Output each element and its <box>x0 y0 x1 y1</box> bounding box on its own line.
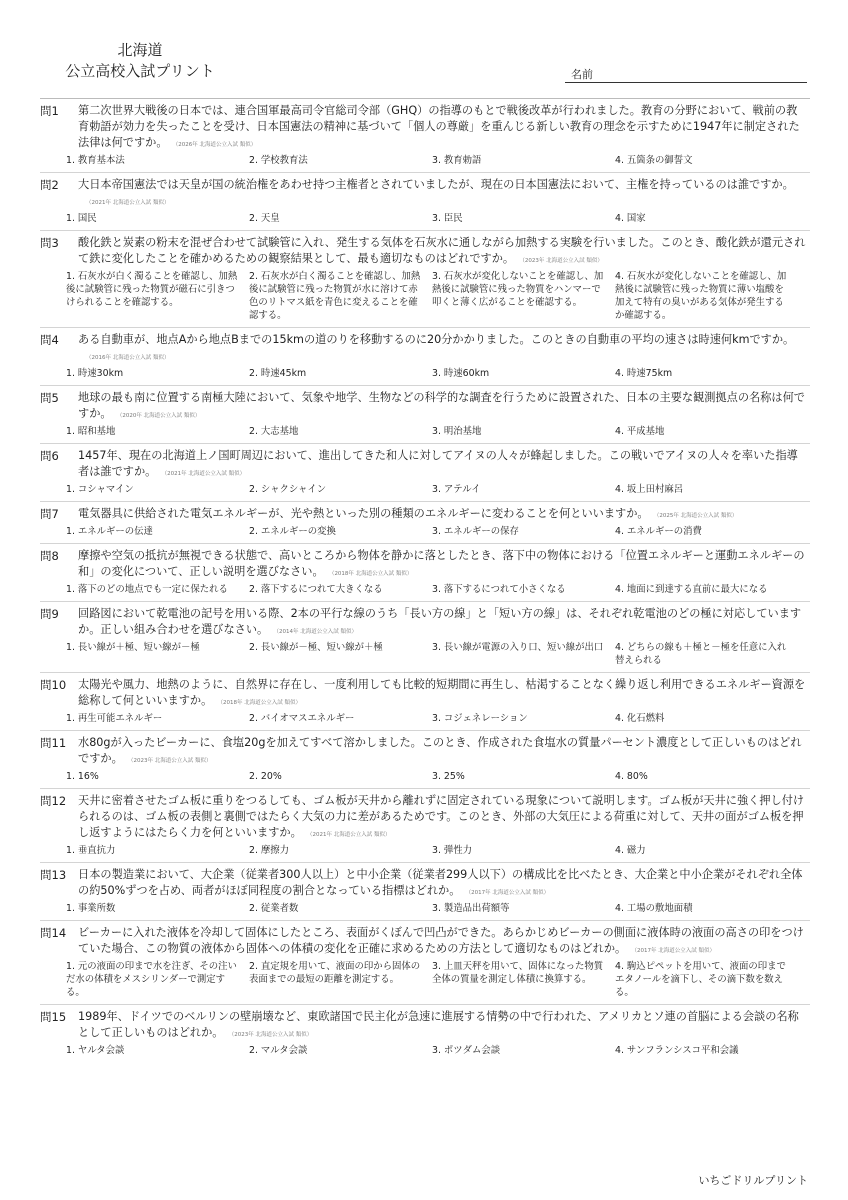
question-block <box>40 327 810 380</box>
answer-option[interactable]: 2. シャクシャイン <box>249 484 327 495</box>
answer-option[interactable]: 4. 地面に到達する直前に最大になる <box>615 584 768 595</box>
answer-option[interactable]: 3. 教育勅語 <box>432 155 482 166</box>
answer-option[interactable]: 3. 長い線が電源の入り口、短い線が出口 <box>432 642 604 653</box>
answer-options <box>66 960 810 999</box>
answer-option[interactable]: 2. 20% <box>249 771 282 782</box>
answer-option[interactable]: 1. エネルギーの伝達 <box>66 526 153 537</box>
question-text <box>78 506 810 524</box>
question-number: 問2 <box>40 178 59 192</box>
answer-option[interactable]: 4. 工場の敷地面積 <box>615 903 693 914</box>
name-label: 名前 <box>571 68 593 81</box>
answer-option[interactable]: 1. ヤルタ会談 <box>66 1045 125 1056</box>
answer-option[interactable]: 4. 時速75km <box>615 368 673 379</box>
question-row <box>40 735 810 769</box>
answer-options <box>66 902 810 915</box>
answer-option[interactable]: 2. マルタ会談 <box>249 1045 308 1056</box>
answer-option[interactable]: 2. 天皇 <box>249 213 280 224</box>
question-block <box>40 230 810 322</box>
question-text <box>78 793 810 843</box>
answer-options <box>66 844 810 857</box>
question-number: 問1 <box>40 104 59 118</box>
question-row <box>40 506 810 524</box>
question-block <box>40 385 810 438</box>
question-row <box>40 390 810 424</box>
answer-options <box>66 1044 810 1057</box>
title-region: 北海道 <box>117 41 163 59</box>
footer-brand: いちごドリルプリント <box>698 1174 808 1187</box>
answer-option[interactable]: 3. 弾性力 <box>432 845 473 856</box>
question-text <box>78 332 810 366</box>
answer-options <box>66 641 810 667</box>
answer-option[interactable]: 3. エネルギーの保存 <box>432 526 519 537</box>
name-field[interactable] <box>565 62 807 83</box>
question-source: （2020年 北海道公立入試 類似） <box>119 413 201 419</box>
question-source: （2016年 北海道公立入試 類似） <box>86 355 170 361</box>
question-body: 第二次世界大戦後の日本では、連合国軍最高司令官総司令部（GHQ）の指導のもとで戦後改革が行われました。教育の分野において、戦前の教育勅語が効力を失ったことを受け、日本国憲法の精神に基づいて「個人の尊厳」を重んじる新しい教育の理念を示すために1947年に制定された法律は何ですか。 <box>78 104 800 149</box>
answer-option[interactable]: 2. 長い線が－極、短い線が＋極 <box>249 642 383 653</box>
question-source: （2021年 北海道公立入試 類似） <box>164 471 246 477</box>
answer-option[interactable]: 4. 坂上田村麻呂 <box>615 484 684 495</box>
question-number: 問3 <box>40 236 59 250</box>
answer-option[interactable]: 4. どちらの線も＋極と－極を任意に入れ替えられる <box>615 642 787 666</box>
question-number: 問15 <box>40 1010 67 1024</box>
answer-option[interactable]: 3. 明治基地 <box>432 426 482 437</box>
answer-option[interactable]: 2. 摩擦力 <box>249 845 290 856</box>
answer-option[interactable]: 1. 再生可能エネルギー <box>66 713 163 724</box>
answer-option[interactable]: 4. 石灰水が変化しないことを確認し、加熱後に試験管に残った物質に薄い塩酸を加えて特有の臭いがある気体が発生するか確認する。 <box>615 271 787 321</box>
question-body: 酸化鉄と炭素の粉末を混ぜ合わせて試験管に入れ、発生する気体を石灰水に通しながら加熱する実験を行いました。このとき、酸化鉄が還元されて鉄に変化したことを確かめるための観察結果として、最も適切なものはどれですか。 <box>78 236 806 265</box>
question-body: 太陽光や風力、地熱のように、自然界に存在し、一度利用しても比較的短期間に再生し、枯渇することなく繰り返し利用できるエネルギー資源を総称して何といいますか。 <box>78 678 806 707</box>
answer-option[interactable]: 2. 直定規を用いて、液面の印から固体の表面までの最短の距離を測定する。 <box>249 961 421 985</box>
question-block <box>40 172 810 225</box>
question-block <box>40 672 810 725</box>
question-number: 問8 <box>40 549 59 563</box>
question-number: 問9 <box>40 607 59 621</box>
answer-option[interactable]: 3. ポツダム会談 <box>432 1045 501 1056</box>
question-block <box>40 920 810 999</box>
answer-option[interactable]: 1. 元の液面の印まで水を注ぎ、その注いだ水の体積をメスシリンダーで測定する。 <box>66 961 237 998</box>
question-number: 問11 <box>40 736 67 750</box>
question-source: （2021年 北海道公立入試 類似） <box>309 832 391 838</box>
question-source: （2023年 北海道公立入試 類似） <box>130 758 212 764</box>
answer-option[interactable]: 2. 石灰水が白く濁ることを確認し、加熱後に試験管に残った物質が水に溶けて赤色のリトマス紙を青色に変えることを確認する。 <box>249 271 421 321</box>
answer-option[interactable]: 3. 時速60km <box>432 368 490 379</box>
question-text <box>78 925 810 959</box>
question-row <box>40 867 810 901</box>
question-number: 問13 <box>40 868 67 882</box>
answer-option[interactable]: 1. 昭和基地 <box>66 426 116 437</box>
question-source: （2023年 北海道公立入試 類似） <box>522 258 603 264</box>
question-number: 問6 <box>40 449 59 463</box>
answer-options <box>66 425 810 438</box>
answer-option[interactable]: 4. 磁力 <box>615 845 646 856</box>
question-number: 問14 <box>40 926 67 940</box>
answer-options <box>66 270 810 322</box>
answer-option[interactable]: 1. 16% <box>66 771 99 782</box>
question-block <box>40 862 810 915</box>
answer-option[interactable]: 4. 化石燃料 <box>615 713 665 724</box>
answer-options <box>66 367 810 380</box>
question-text <box>78 735 810 769</box>
question-block <box>40 788 810 857</box>
question-text <box>78 235 810 269</box>
answer-options <box>66 154 810 167</box>
question-source: （2014年 北海道公立入試 類似） <box>276 629 357 635</box>
question-body: 1989年、ドイツでのベルリンの壁崩壊など、東欧諸国で民主化が急速に進展する情勢の中で行われた、アメリカとソ連の首脳による会談の名称として正しいものはどれか。 <box>78 1010 799 1039</box>
answer-option[interactable]: 3. 25% <box>432 771 465 782</box>
question-source: （2017年 北海道公立入試 類似） <box>468 890 550 896</box>
question-row <box>40 925 810 959</box>
title-subject: 公立高校入試プリント <box>65 62 215 80</box>
question-body: 日本の製造業において、大企業（従業者300人以上）と中小企業（従業者299人以下）の構成比を比べたとき、大企業と中小企業がそれぞれ全体の約50%ずつを占め、両者がほぼ同程度の割合となっている指標はどれか。 <box>78 868 803 897</box>
answer-option[interactable]: 3. 臣民 <box>432 213 463 224</box>
question-number: 問4 <box>40 333 59 347</box>
question-row <box>40 177 810 211</box>
question-source: （2026年 北海道公立入試 類似） <box>175 142 257 148</box>
question-body: 天井に密着させたゴム板に重りをつるしても、ゴム板が天井から離れずに固定されている現象について説明します。ゴム板が天井に強く押し付けられるのは、ゴム板の表側と裏側ではたらく大気の力に差があるためです。このとき、外部の大気圧による荷重に対して、天井の面がゴム板を押し返すようにはたらく力を何といいますか。 <box>78 794 805 839</box>
question-row <box>40 677 810 711</box>
question-body: 地球の最も南に位置する南極大陸において、気象や地学、生物などの科学的な調査を行うために設置された、日本の主要な観測拠点の名称は何ですか。 <box>78 391 805 420</box>
question-row <box>40 793 810 843</box>
answer-option[interactable]: 2. 落下するにつれて大きくなる <box>249 584 383 595</box>
question-block <box>40 1004 810 1057</box>
question-source: （2023年 北海道公立入試 類似） <box>231 1032 313 1038</box>
answer-options <box>66 583 810 596</box>
question-text <box>78 677 810 711</box>
question-block <box>40 543 810 596</box>
answer-option[interactable]: 3. アテルイ <box>432 484 481 495</box>
question-body: 水80gが入ったビーカーに、食塩20gを加えてすべて溶かしました。このとき、作成された食塩水の質量パーセント濃度として正しいものはどれですか。 <box>78 736 802 765</box>
question-text <box>78 103 810 153</box>
answer-option[interactable]: 2. 従業者数 <box>249 903 299 914</box>
answer-option[interactable]: 1. 石灰水が白く濁ることを確認し、加熱後に試験管に残った物質が磁石に引きつけられることを確認する。 <box>66 271 238 308</box>
answer-option[interactable]: 1. 落下のどの地点でも一定に保たれる <box>66 584 228 595</box>
question-row <box>40 332 810 366</box>
question-text <box>78 390 810 424</box>
answer-options <box>66 770 810 783</box>
question-block <box>40 601 810 667</box>
answer-option[interactable]: 2. 大志基地 <box>249 426 299 437</box>
answer-option[interactable]: 3. 上皿天秤を用いて、固体になった物質全体の質量を測定し体積に換算する。 <box>432 961 604 985</box>
answer-options <box>66 712 810 725</box>
answer-option[interactable]: 3. 石灰水が変化しないことを確認し、加熱後に試験管に残った物質をハンマーで叩くと薄く広がることを確認する。 <box>432 271 604 308</box>
question-number: 問7 <box>40 507 59 521</box>
question-body: 1457年、現在の北海道上ノ国町周辺において、進出してきた和人に対してアイヌの人々が蜂起しました。この戦いでアイヌの人々を率いた指導者は誰ですか。 <box>78 449 798 478</box>
question-text <box>78 177 810 211</box>
question-text <box>78 448 810 482</box>
answer-option[interactable]: 3. 製造品出荷額等 <box>432 903 510 914</box>
answer-option[interactable]: 4. エネルギーの消費 <box>615 526 702 537</box>
print-title <box>40 40 240 82</box>
question-source: （2018年 北海道公立入試 類似） <box>331 571 413 577</box>
answer-option[interactable]: 1. 教育基本法 <box>66 155 125 166</box>
answer-option[interactable]: 1. コシャマイン <box>66 484 134 495</box>
question-block <box>40 98 810 167</box>
question-block <box>40 443 810 496</box>
answer-option[interactable]: 2. エネルギーの変換 <box>249 526 336 537</box>
answer-option[interactable]: 1. 垂直抗力 <box>66 845 116 856</box>
question-text <box>78 548 810 582</box>
question-number: 問10 <box>40 678 67 692</box>
question-row <box>40 235 810 269</box>
question-body: 大日本帝国憲法では天皇が国の統治権をあわせ持つ主権者とされていましたが、現在の日本国憲法において、主権を持っているのは誰ですか。 <box>78 178 794 191</box>
question-row <box>40 548 810 582</box>
answer-option[interactable]: 1. 国民 <box>66 213 97 224</box>
question-text <box>78 1009 810 1043</box>
answer-option[interactable]: 4. サンフランシスコ平和会議 <box>615 1045 739 1056</box>
answer-option[interactable]: 1. 長い線が＋極、短い線が－極 <box>66 642 200 653</box>
answer-option[interactable]: 2. 学校教育法 <box>249 155 308 166</box>
question-body: 回路図において乾電池の記号を用いる際、2本の平行な線のうち「長い方の線」と「短い方の線」は、それぞれ乾電池のどの極に対応していますか。正しい組み合わせを選びなさい。 <box>78 607 802 636</box>
question-row <box>40 606 810 640</box>
answer-option[interactable]: 4. 五箇条の御誓文 <box>615 155 693 166</box>
answer-option[interactable]: 3. 落下するにつれて小さくなる <box>432 584 566 595</box>
question-source: （2021年 北海道公立入試 類似） <box>86 200 170 206</box>
answer-option[interactable]: 1. 時速30km <box>66 368 124 379</box>
question-source: （2017年 北海道公立入試 類似） <box>634 948 715 954</box>
question-number: 問5 <box>40 391 59 405</box>
question-body: ビーカーに入れた液体を冷却して固体にしたところ、表面がくぼんで凹凸ができた。あらかじめビーカーの側面に液体時の液面の高さの印をつけていた場合、この物質の液体から固体への体積の変化を正確に求めるための方法として適切なものはどれか。 <box>78 926 804 955</box>
question-body: 電気器具に供給された電気エネルギーが、光や熱といった別の種類のエネルギーに変わることを何といいますか。 <box>78 507 649 520</box>
answer-option[interactable]: 4. 国家 <box>615 213 646 224</box>
answer-options <box>66 212 810 225</box>
answer-option[interactable]: 4. 駒込ピペットを用いて、液面の印までエタノールを滴下し、その滴下数を数える。 <box>615 961 786 998</box>
question-row <box>40 1009 810 1043</box>
question-body: ある自動車が、地点Aから地点Bまでの15kmの道のりを移動するのに20分かかりました。このときの自動車の平均の速さは時速何kmですか。 <box>78 333 795 346</box>
answer-option[interactable]: 1. 事業所数 <box>66 903 116 914</box>
question-list <box>40 98 810 1062</box>
answer-option[interactable]: 2. 時速45km <box>249 368 307 379</box>
question-block <box>40 501 810 538</box>
question-row <box>40 448 810 482</box>
answer-option[interactable]: 3. コジェネレーション <box>432 713 528 724</box>
question-number: 問12 <box>40 794 67 808</box>
question-source: （2018年 北海道公立入試 類似） <box>220 700 302 706</box>
question-source: （2025年 北海道公立入試 類似） <box>656 513 738 519</box>
question-body: 摩擦や空気の抵抗が無視できる状態で、高いところから物体を静かに落としたとき、落下中の物体における「位置エネルギーと運動エネルギーの和」の変化について、正しい説明を選びなさい。 <box>78 549 805 578</box>
question-text <box>78 867 810 901</box>
answer-option[interactable]: 2. バイオマスエネルギー <box>249 713 355 724</box>
question-text <box>78 606 810 640</box>
answer-option[interactable]: 4. 80% <box>615 771 648 782</box>
answer-options <box>66 525 810 538</box>
question-row <box>40 103 810 153</box>
answer-option[interactable]: 4. 平成基地 <box>615 426 665 437</box>
question-block <box>40 730 810 783</box>
answer-options <box>66 483 810 496</box>
